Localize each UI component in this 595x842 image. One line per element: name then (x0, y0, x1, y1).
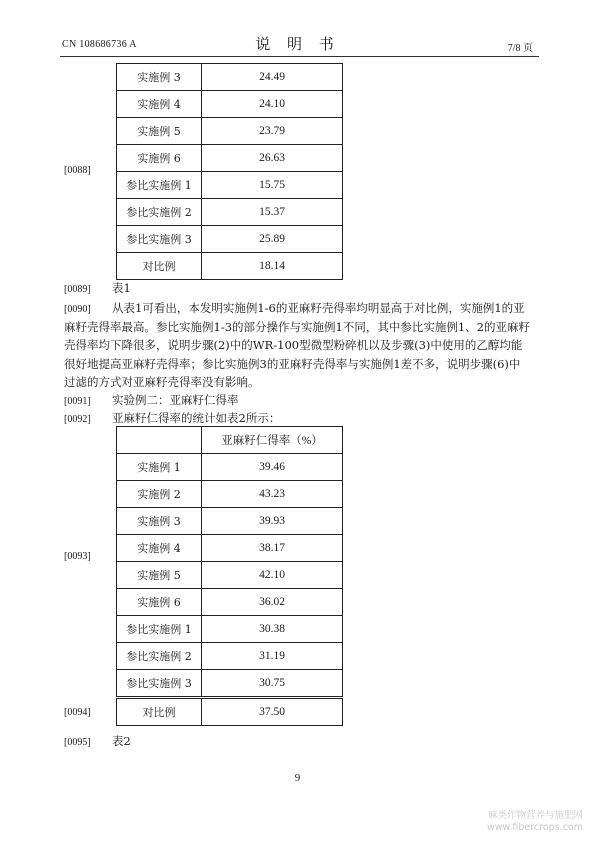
header-rule (60, 56, 539, 57)
row-label: 实施例 3 (117, 508, 202, 535)
row-value: 43.23 (202, 481, 343, 508)
row-label: 对比例 (117, 253, 202, 280)
row-value: 37.50 (202, 699, 343, 726)
table-2 (116, 426, 343, 697)
patent-number: CN 108686736 A (62, 39, 137, 50)
paragraph-number-0089: [0089] (64, 284, 91, 295)
table-1 (116, 63, 343, 280)
paragraph-number-0090: [0090] (64, 304, 91, 315)
table-row (117, 64, 343, 91)
paragraph-line: 从表1可看出，本发明实施例1-6的亚麻籽壳得率均明显高于对比例，实施例1的亚 (112, 301, 525, 315)
row-value: 38.17 (202, 535, 343, 562)
row-value: 24.49 (202, 64, 343, 91)
table-row (117, 562, 343, 589)
table-row (117, 481, 343, 508)
row-value: 30.75 (202, 670, 343, 697)
row-label: 实施例 4 (117, 91, 202, 118)
watermark (487, 810, 583, 834)
page-number: 9 (294, 772, 301, 784)
row-value: 15.75 (202, 172, 343, 199)
row-label: 实施例 5 (117, 118, 202, 145)
paragraph-0090 (64, 299, 544, 392)
page-indicator: 7/8 页 (507, 43, 533, 54)
row-label: 参比实施例 1 (117, 616, 202, 643)
table-row (117, 589, 343, 616)
table-row (117, 199, 343, 226)
row-value: 39.46 (202, 454, 343, 481)
row-label: 实施例 5 (117, 562, 202, 589)
table-row (117, 699, 343, 726)
table-1-caption: 表1 (112, 281, 131, 295)
row-value: 26.63 (202, 145, 343, 172)
table-row (117, 454, 343, 481)
row-label: 参比实施例 1 (117, 172, 202, 199)
row-label: 实施例 2 (117, 481, 202, 508)
row-value: 25.89 (202, 226, 343, 253)
row-label: 实施例 6 (117, 145, 202, 172)
paragraph-number-0095: [0095] (64, 737, 91, 748)
paragraph-line: 麻籽壳得率最高。参比实施例1-3的部分操作与实施例1不同，其中参比实施例1、2的亚麻籽 (64, 319, 530, 334)
row-value: 42.10 (202, 562, 343, 589)
paragraph-line: 壳得率均下降很多，说明步骤(2)中的WR-100型微型粉碎机以及步骤(3)中使用的乙醇均能 (64, 338, 523, 352)
row-value: 39.93 (202, 508, 343, 535)
paragraph-line: 过滤的方式对亚麻籽壳得率没有影响。 (64, 375, 260, 389)
watermark-line-2: www.fibercrops.com (486, 822, 583, 833)
paragraph-number-0093: [0093] (64, 551, 91, 562)
table-row (117, 145, 343, 172)
row-label: 参比实施例 3 (117, 670, 202, 697)
row-value: 30.38 (202, 616, 343, 643)
table-row (117, 226, 343, 253)
paragraph-number-0094: [0094] (64, 707, 91, 718)
row-label: 对比例 (117, 699, 202, 726)
row-value: 23.79 (202, 118, 343, 145)
row-label: 实施例 1 (117, 454, 202, 481)
table-2-caption: 表2 (112, 734, 131, 748)
paragraph-line: 很好地提高亚麻籽壳得率；参比实施例3的亚麻籽壳得率与实施例1差不多，说明步骤(6)中 (64, 356, 521, 371)
table-2-header: 亚麻籽仁得率（%） (202, 427, 343, 454)
row-value: 15.37 (202, 199, 343, 226)
table-row (117, 253, 343, 280)
paragraph-number-0088: [0088] (64, 165, 91, 176)
paragraph-0092: 亚麻籽仁得率的统计如表2所示： (112, 411, 281, 425)
table-row (117, 508, 343, 535)
row-value: 24.10 (202, 91, 343, 118)
table-1-body (117, 64, 343, 280)
row-label: 实施例 4 (117, 535, 202, 562)
table-row (117, 616, 343, 643)
row-label: 实施例 3 (117, 64, 202, 91)
table-2-header-row (117, 427, 343, 454)
row-value: 18.14 (202, 253, 343, 280)
row-label: 参比实施例 3 (117, 226, 202, 253)
table-row (117, 670, 343, 697)
table-row (117, 643, 343, 670)
table-row (117, 172, 343, 199)
row-value: 36.02 (202, 589, 343, 616)
table-2-header-blank (117, 427, 202, 454)
watermark-line-1: 麻类作物营养与施肥网 (487, 810, 583, 821)
paragraph-0091: 实验例二：亚麻籽仁得率 (112, 393, 239, 407)
document-title: 说 明 书 (255, 35, 340, 53)
row-label: 参比实施例 2 (117, 643, 202, 670)
row-label: 参比实施例 2 (117, 199, 202, 226)
row-label: 实施例 6 (117, 589, 202, 616)
table-2-last-row (116, 698, 343, 726)
table-2-body (117, 454, 343, 697)
table-row (117, 118, 343, 145)
paragraph-number-0092: [0092] (64, 414, 91, 425)
table-row (117, 91, 343, 118)
table-row (117, 535, 343, 562)
paragraph-number-0091: [0091] (64, 396, 91, 407)
row-value: 31.19 (202, 643, 343, 670)
